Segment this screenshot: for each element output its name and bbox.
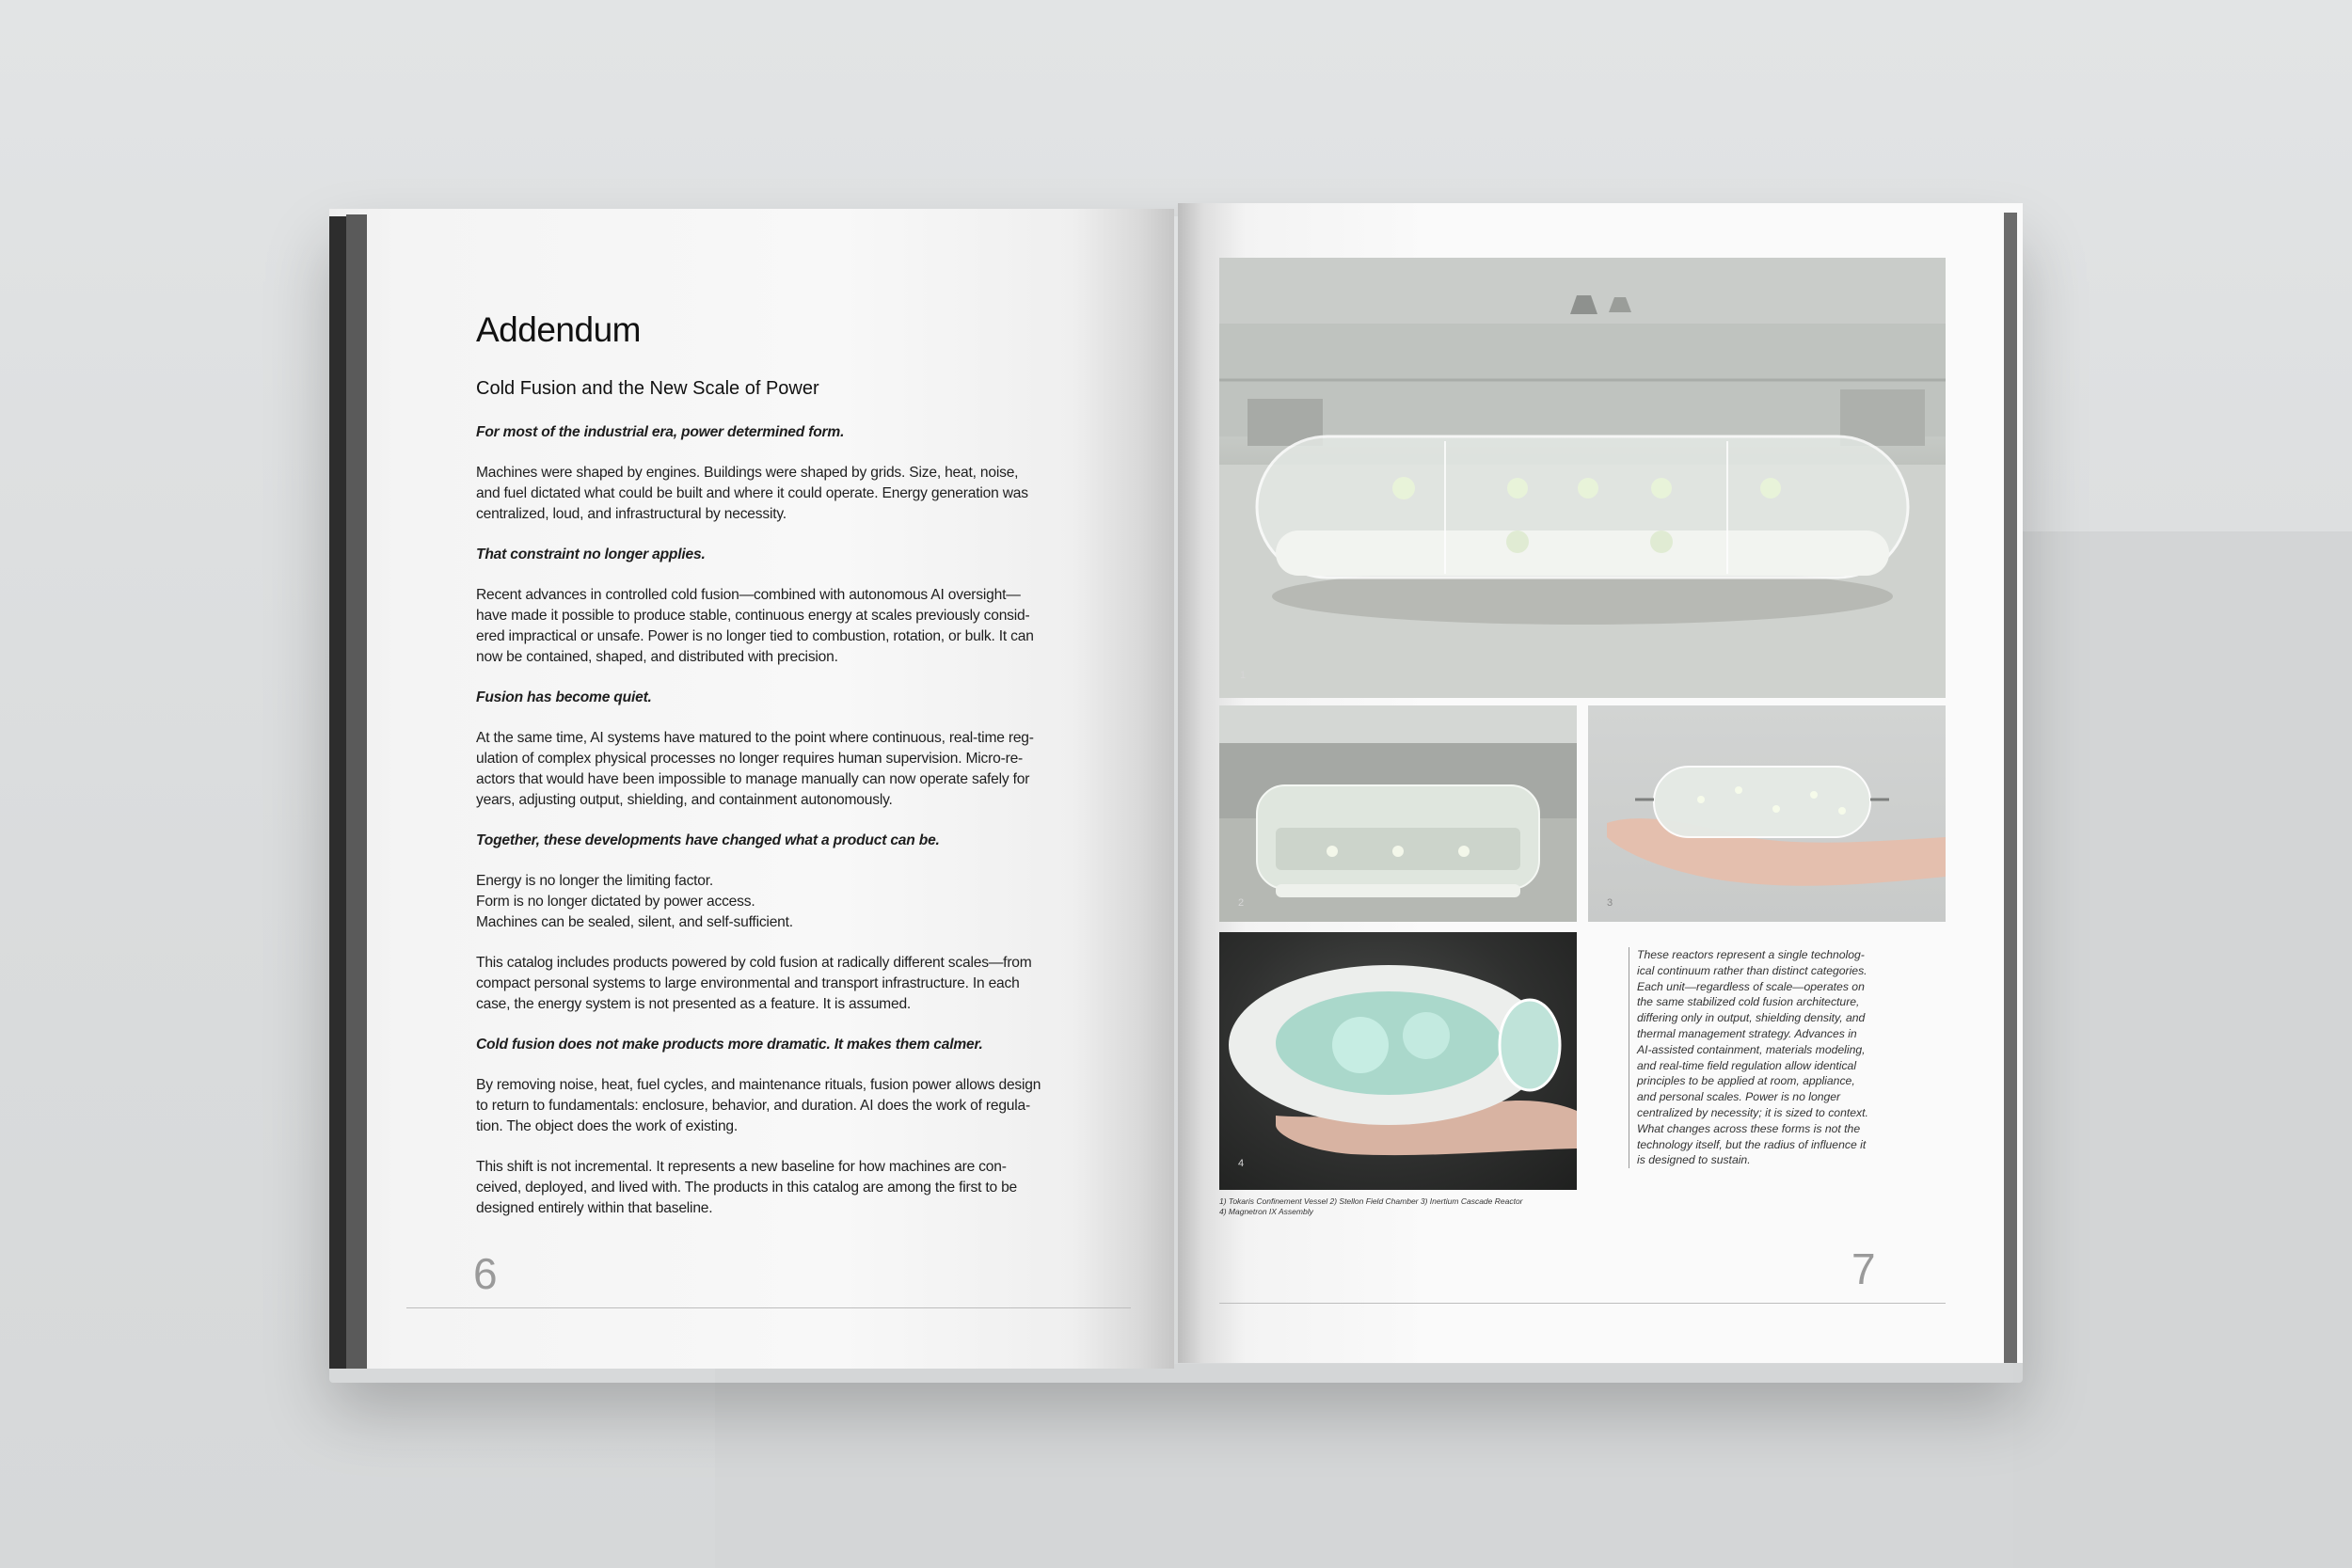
photo-number: 2 xyxy=(1238,897,1245,909)
photo-number: 4 xyxy=(1238,1158,1245,1169)
capsule-illustration xyxy=(1219,258,1946,698)
body-paragraph: At the same time, AI systems have matured to the point where continuous, real-time reg- ulation of complex physical processes no longer requires human supervision. Micro-re- actors that would have been impossible to manage manually can now operate safely for years, adjusting output, shielding, and containment autonomously. xyxy=(476,730,1034,808)
sidebar-note: These reactors represent a single technolog- ical continuum rather than distinct categories. Each unit—regardless of scale—operates on the same stabilized cold fusion architecture, differing only in output, shielding density, and thermal management strategy. Advances in AI-assisted containment, materials modeling, and real-time field regulation allow identical principles to be applied at room, appliance, and personal scales. Power is no longer centralized by necessity; it is sized to context. What changes across these forms is not the technology itself, but the radius of influence it is designed to sustain. xyxy=(1629,947,1905,1168)
footer-rule-left xyxy=(406,1307,1131,1308)
body-paragraph: Recent advances in controlled cold fusion—combined with autonomous AI oversight— have made it possible to produce stable, continuous energy at scales previously consid- ered impractical or unsafe. Power is no longer tied to combustion, rotation, or bulk. It can now be contained, shaped, and distributed with precision. xyxy=(476,587,1034,665)
background-panel xyxy=(2013,531,2352,1568)
photo-magnetron-ix-assembly xyxy=(1219,932,1577,1190)
body-paragraph: This catalog includes products powered by cold fusion at radically different scales—from compact personal systems to large environmental and transport infrastructure. In each case, the energy system is not presented as a feature. It is assumed. xyxy=(476,955,1032,1012)
left-page-content xyxy=(476,310,1069,1239)
body-paragraph: By removing noise, heat, fuel cycles, and maintenance rituals, fusion power allows design to return to fundamentals: enclosure, behavior, and duration. AI does the work of regula- tion. The object does the work of existing. xyxy=(476,1077,1041,1134)
lead-statement: Cold fusion does not make products more dramatic. It makes them calmer. xyxy=(476,1037,983,1053)
hand-capsule-illustration xyxy=(1588,705,1946,922)
lead-statement: Fusion has become quiet. xyxy=(476,689,652,705)
photo-number: 3 xyxy=(1607,897,1613,909)
open-catalog-book xyxy=(329,198,2023,1373)
background-shadow-panel xyxy=(715,1364,2013,1568)
magnetron-illustration xyxy=(1219,932,1577,1190)
photo-captions: 1) Tokaris Confinement Vessel 2) Stellon Field Chamber 3) Inertium Cascade Reactor 4) Magnetron IX Assembly xyxy=(1219,1196,1523,1216)
page-stack-edge xyxy=(346,214,367,1369)
page-number-right: 7 xyxy=(1851,1244,1876,1293)
chamber-illustration xyxy=(1219,705,1577,922)
page-stack-edge-right xyxy=(2004,213,2017,1363)
book-cover-edge xyxy=(329,216,346,1369)
body-paragraph: This shift is not incremental. It represents a new baseline for how machines are con- ceived, deployed, and lived with. The products in this catalog are among the first to be designed entirely within that baseline. xyxy=(476,1159,1018,1216)
photo-number: 1 xyxy=(1240,670,1247,681)
body-paragraph: Energy is no longer the limiting factor. Form is no longer dictated by power access. Machines can be sealed, silent, and self-sufficient. xyxy=(476,873,793,930)
page-title: Addendum xyxy=(476,310,641,349)
body-paragraph: Machines were shaped by engines. Buildings were shaped by grids. Size, heat, noise, and fuel dictated what could be built and where it could operate. Energy generation was centralized, loud, and infrastructural by necessity. xyxy=(476,465,1028,522)
photo-inertium-cascade-reactor xyxy=(1588,705,1946,922)
page-number-left: 6 xyxy=(473,1249,498,1298)
lead-statement: For most of the industrial era, power determined form. xyxy=(476,424,845,440)
photo-tokaris-confinement-vessel xyxy=(1219,258,1946,698)
photo-stellon-field-chamber xyxy=(1219,705,1577,922)
lead-statement: That constraint no longer applies. xyxy=(476,546,706,562)
lead-statement: Together, these developments have changed what a product can be. xyxy=(476,832,940,848)
page-subtitle: Cold Fusion and the New Scale of Power xyxy=(476,378,819,399)
footer-rule-right xyxy=(1219,1303,1946,1304)
